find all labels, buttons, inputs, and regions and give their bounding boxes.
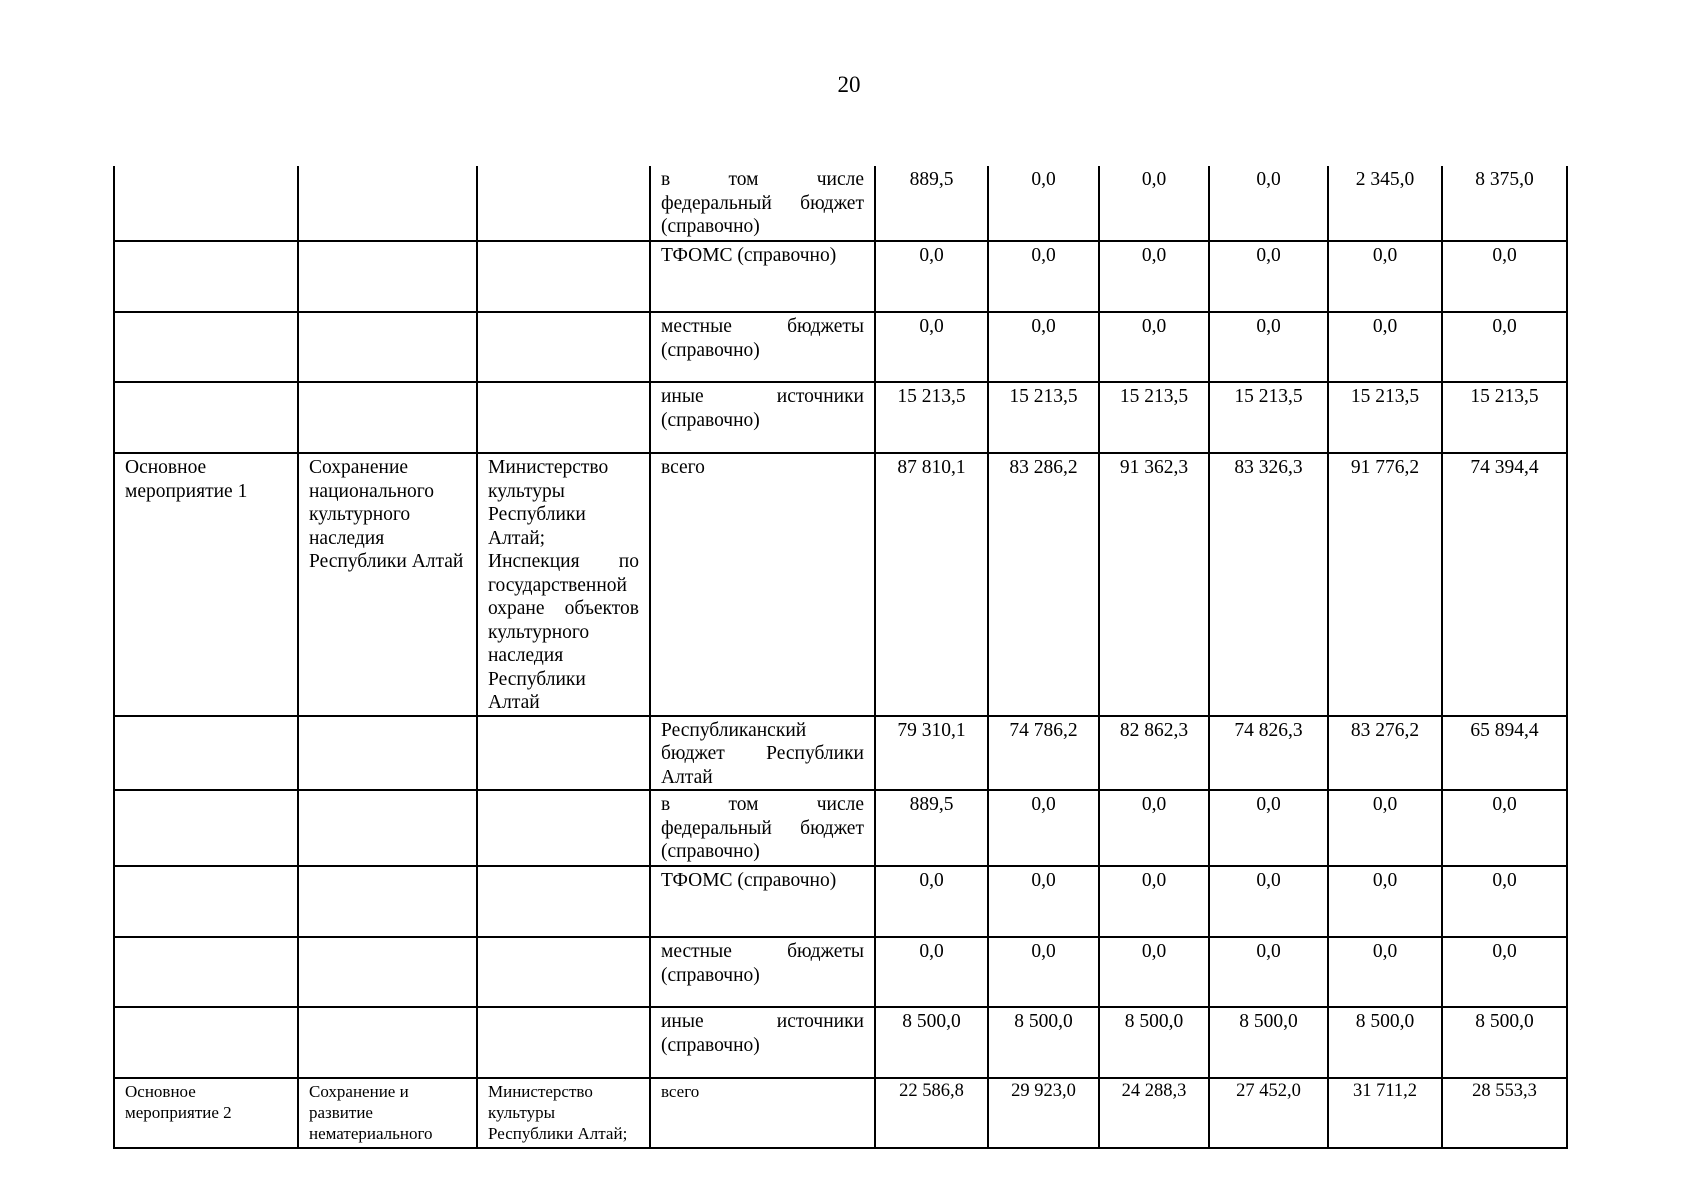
value-cell: 0,0 — [988, 241, 1099, 312]
funding-source-cell: иные источники (справочно) — [650, 382, 875, 453]
responsible-cell — [477, 166, 650, 241]
event-cell — [114, 1007, 298, 1078]
event-title-cell — [298, 241, 477, 312]
table-row — [114, 866, 1567, 937]
funding-source-cell: местные бюджеты (справочно) — [650, 937, 875, 1007]
value-cell: 82 862,3 — [1099, 716, 1209, 791]
event-cell — [114, 312, 298, 382]
value-cell: 0,0 — [875, 312, 988, 382]
value-cell: 0,0 — [1209, 312, 1328, 382]
value-cell: 0,0 — [1328, 790, 1442, 866]
value-cell: 74 394,4 — [1442, 453, 1567, 716]
value-cell: 0,0 — [1209, 790, 1328, 866]
table-row — [114, 166, 1567, 241]
event-cell: Основное мероприятие 1 — [114, 453, 298, 716]
table-row — [114, 716, 1567, 791]
value-cell: 0,0 — [988, 937, 1099, 1007]
value-cell: 24 288,3 — [1099, 1078, 1209, 1148]
event-cell — [114, 382, 298, 453]
value-cell: 8 375,0 — [1442, 166, 1567, 241]
value-cell: 0,0 — [1099, 937, 1209, 1007]
table-row — [114, 312, 1567, 382]
value-cell: 27 452,0 — [1209, 1078, 1328, 1148]
event-cell — [114, 241, 298, 312]
value-cell: 0,0 — [988, 312, 1099, 382]
value-cell: 0,0 — [988, 166, 1099, 241]
event-cell — [114, 716, 298, 791]
responsible-cell — [477, 790, 650, 866]
value-cell: 15 213,5 — [1442, 382, 1567, 453]
value-cell: 8 500,0 — [1442, 1007, 1567, 1078]
value-cell: 15 213,5 — [1209, 382, 1328, 453]
value-cell: 65 894,4 — [1442, 716, 1567, 791]
value-cell: 2 345,0 — [1328, 166, 1442, 241]
value-cell: 15 213,5 — [1099, 382, 1209, 453]
value-cell: 889,5 — [875, 166, 988, 241]
value-cell: 0,0 — [875, 937, 988, 1007]
value-cell: 0,0 — [1328, 866, 1442, 937]
value-cell: 0,0 — [1328, 937, 1442, 1007]
value-cell: 0,0 — [1099, 312, 1209, 382]
value-cell: 0,0 — [1099, 790, 1209, 866]
event-title-cell — [298, 312, 477, 382]
responsible-cell: Министерство культуры Республики Алтай; — [477, 1078, 650, 1148]
value-cell: 15 213,5 — [1328, 382, 1442, 453]
responsible-cell — [477, 866, 650, 937]
responsible-cell: Министерство культуры Республики Алтай; Инспекция по государственной охране объектов культурного наследия Республики Алтай — [477, 453, 650, 716]
value-cell: 0,0 — [1099, 166, 1209, 241]
value-cell: 91 776,2 — [1328, 453, 1442, 716]
value-cell: 83 286,2 — [988, 453, 1099, 716]
table-row — [114, 1007, 1567, 1078]
budget-table — [113, 166, 1568, 1149]
value-cell: 0,0 — [1209, 866, 1328, 937]
table-row — [114, 382, 1567, 453]
funding-source-cell: всего — [650, 453, 875, 716]
responsible-cell — [477, 1007, 650, 1078]
funding-source-cell: в том числе федеральный бюджет (справочно) — [650, 790, 875, 866]
value-cell: 0,0 — [988, 790, 1099, 866]
funding-source-cell: Республиканский бюджет Республики Алтай — [650, 716, 875, 791]
event-cell — [114, 937, 298, 1007]
event-title-cell — [298, 866, 477, 937]
event-cell: Основное мероприятие 2 — [114, 1078, 298, 1148]
event-cell — [114, 166, 298, 241]
page-number: 20 — [837, 72, 861, 97]
value-cell: 8 500,0 — [1328, 1007, 1442, 1078]
value-cell: 0,0 — [1442, 312, 1567, 382]
funding-source-cell: ТФОМС (справочно) — [650, 866, 875, 937]
value-cell: 0,0 — [1442, 937, 1567, 1007]
event-title-cell — [298, 937, 477, 1007]
value-cell: 0,0 — [1099, 241, 1209, 312]
value-cell: 889,5 — [875, 790, 988, 866]
value-cell: 0,0 — [1099, 866, 1209, 937]
table-row — [114, 1078, 1567, 1148]
responsible-cell — [477, 241, 650, 312]
event-title-cell — [298, 382, 477, 453]
responsible-cell — [477, 312, 650, 382]
responsible-cell — [477, 382, 650, 453]
funding-source-cell: в том числе федеральный бюджет (справочно) — [650, 166, 875, 241]
value-cell: 83 276,2 — [1328, 716, 1442, 791]
funding-source-cell: всего — [650, 1078, 875, 1148]
value-cell: 29 923,0 — [988, 1078, 1099, 1148]
event-title-cell — [298, 716, 477, 791]
funding-source-cell: местные бюджеты (справочно) — [650, 312, 875, 382]
event-title-cell: Сохранение национального культурного наследия Республики Алтай — [298, 453, 477, 716]
value-cell: 87 810,1 — [875, 453, 988, 716]
responsible-cell — [477, 716, 650, 791]
event-cell — [114, 866, 298, 937]
funding-source-cell: ТФОМС (справочно) — [650, 241, 875, 312]
value-cell: 15 213,5 — [988, 382, 1099, 453]
value-cell: 28 553,3 — [1442, 1078, 1567, 1148]
event-title-cell — [298, 166, 477, 241]
value-cell: 0,0 — [1442, 866, 1567, 937]
value-cell: 0,0 — [1442, 241, 1567, 312]
value-cell: 91 362,3 — [1099, 453, 1209, 716]
value-cell: 8 500,0 — [1099, 1007, 1209, 1078]
value-cell: 74 826,3 — [1209, 716, 1328, 791]
value-cell: 15 213,5 — [875, 382, 988, 453]
value-cell: 0,0 — [1328, 241, 1442, 312]
value-cell: 83 326,3 — [1209, 453, 1328, 716]
value-cell: 0,0 — [1442, 790, 1567, 866]
value-cell: 0,0 — [988, 866, 1099, 937]
value-cell: 8 500,0 — [1209, 1007, 1328, 1078]
value-cell: 8 500,0 — [988, 1007, 1099, 1078]
value-cell: 79 310,1 — [875, 716, 988, 791]
event-title-cell: Сохранение и развитие нематериального — [298, 1078, 477, 1148]
event-cell — [114, 790, 298, 866]
value-cell: 0,0 — [875, 866, 988, 937]
value-cell: 0,0 — [1209, 241, 1328, 312]
value-cell: 0,0 — [1209, 937, 1328, 1007]
value-cell: 8 500,0 — [875, 1007, 988, 1078]
value-cell: 0,0 — [1328, 312, 1442, 382]
table-row — [114, 937, 1567, 1007]
value-cell: 31 711,2 — [1328, 1078, 1442, 1148]
event-title-cell — [298, 1007, 477, 1078]
value-cell: 22 586,8 — [875, 1078, 988, 1148]
table-row — [114, 790, 1567, 866]
event-title-cell — [298, 790, 477, 866]
table-row — [114, 241, 1567, 312]
table-row — [114, 453, 1567, 716]
value-cell: 0,0 — [1209, 166, 1328, 241]
responsible-cell — [477, 937, 650, 1007]
funding-source-cell: иные источники (справочно) — [650, 1007, 875, 1078]
value-cell: 74 786,2 — [988, 716, 1099, 791]
value-cell: 0,0 — [875, 241, 988, 312]
